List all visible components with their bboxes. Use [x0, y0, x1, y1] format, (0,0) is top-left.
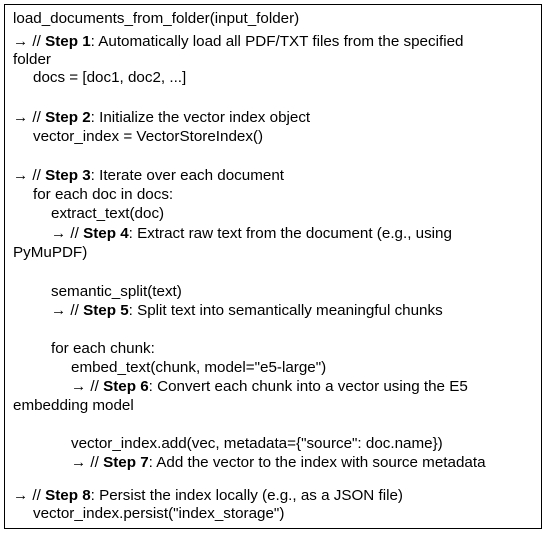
code-line-embed-text: embed_text(chunk, model="e5-large") [71, 359, 327, 376]
step4-prefix: → // [51, 225, 84, 242]
step4-text: : Extract raw text from the document (e.g., using [128, 225, 452, 242]
code-line-for-each-doc: for each doc in docs: [33, 186, 174, 203]
step1-prefix: → // [13, 33, 46, 50]
step5-text: : Split text into semantically meaningful chunks [128, 302, 443, 319]
step3-text: : Iterate over each document [90, 167, 284, 184]
code-line-docs-assignment: docs = [doc1, doc2, ...] [33, 69, 187, 86]
step2-prefix: → // [13, 109, 46, 126]
step3-prefix: → // [13, 167, 46, 184]
step5-prefix: → // [51, 302, 84, 319]
code-line-step2-comment [13, 109, 310, 127]
step8-prefix: → // [13, 487, 46, 504]
code-line-step8-comment [13, 487, 403, 505]
code-line-step4-comment [51, 225, 452, 243]
step7-prefix: → // [71, 454, 104, 471]
code-line-extract-text: extract_text(doc) [51, 205, 165, 222]
step1-label: Step 1 [45, 33, 91, 50]
code-line-vector-index-init: vector_index = VectorStoreIndex() [33, 128, 264, 145]
step2-label: Step 2 [45, 109, 91, 126]
code-line-step3-comment [13, 167, 284, 185]
code-line-vector-index-add: vector_index.add(vec, metadata={"source": doc.name}) [71, 435, 443, 452]
code-line-step6-comment [71, 378, 468, 396]
step1-text: : Automatically load all PDF/TXT files from the specified [90, 33, 464, 50]
step4-label: Step 4 [83, 225, 129, 242]
code-line-step4-continued: PyMuPDF) [13, 244, 88, 261]
step5-label: Step 5 [83, 302, 129, 319]
step6-text: : Convert each chunk into a vector using the E5 [148, 378, 468, 395]
code-line-step6-continued: embedding model [13, 397, 134, 414]
code-line-vector-index-persist: vector_index.persist("index_storage") [33, 505, 285, 522]
code-line-step7-comment [71, 454, 486, 472]
step7-text: : Add the vector to the index with source metadata [148, 454, 486, 471]
step2-text: : Initialize the vector index object [90, 109, 311, 126]
code-line-semantic-split: semantic_split(text) [51, 283, 182, 300]
code-line-for-each-chunk: for each chunk: [51, 340, 155, 357]
code-line-step5-comment [51, 302, 443, 320]
step6-label: Step 6 [103, 378, 149, 395]
pseudocode-box [4, 4, 542, 529]
code-line-step1-continued: folder [13, 51, 51, 68]
step3-label: Step 3 [45, 167, 91, 184]
step6-prefix: → // [71, 378, 104, 395]
step7-label: Step 7 [103, 454, 149, 471]
step8-text: : Persist the index locally (e.g., as a JSON file) [90, 487, 403, 504]
code-line-step1-comment [13, 33, 463, 51]
step8-label: Step 8 [45, 487, 91, 504]
code-line-load-documents: load_documents_from_folder(input_folder) [13, 10, 300, 27]
